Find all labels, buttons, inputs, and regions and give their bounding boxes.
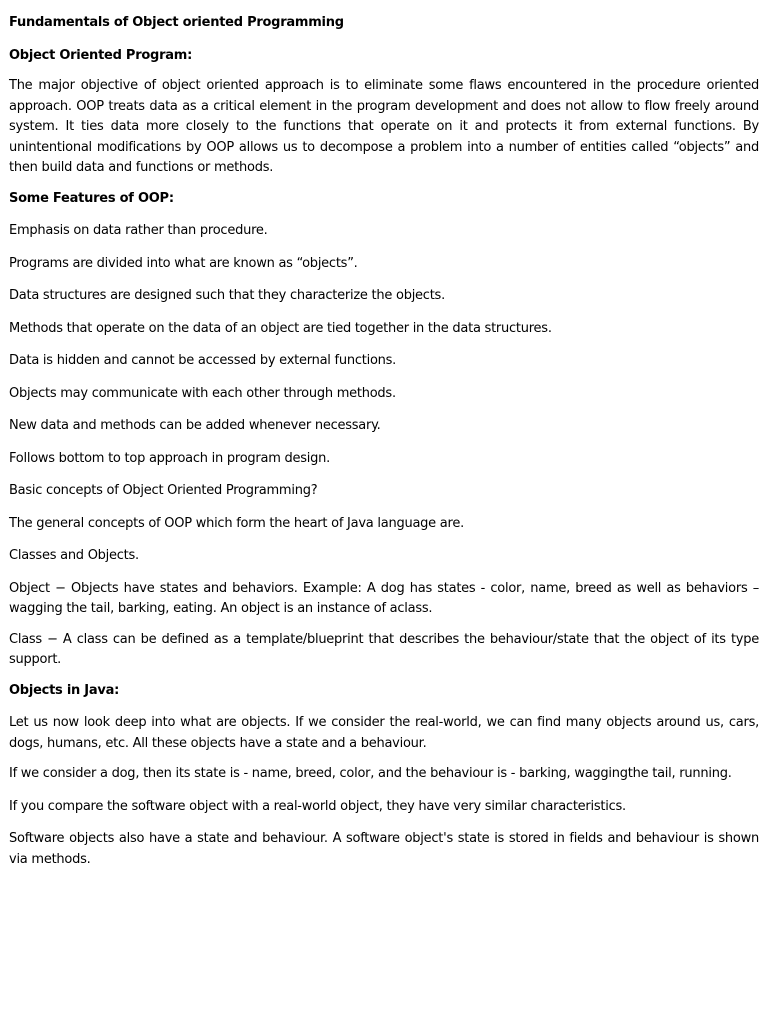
general-concepts-text: The general concepts of OOP which form the heart of Java language are. — [9, 515, 464, 531]
objects-in-java-paragraph-1: Let us now look deep into what are objects. If we consider the real-world, we can find many objects around us, cars, dogs, humans, etc. All these objects have a state and a behaviour. — [9, 715, 759, 751]
feature-item: Data structures are designed such that they characterize the objects. — [9, 288, 445, 303]
feature-item: Follows bottom to top approach in program design. — [9, 450, 331, 466]
oop-paragraph: The major objective of object oriented approach is to eliminate some flaws encountered in the procedure oriented approach. OOP treats data as a critical element in the program development and does not allow to flow freely around system. It ties data more closely to the functions that operate on it and protects it from external functions. By unintentional modifications by OOP allows us to decompose a problem into a number of entities called “objects” and then build data and functions or methods. — [9, 78, 759, 175]
feature-item: Emphasis on data rather than procedure. — [9, 223, 268, 238]
document-title: Fundamentals of Object oriented Programming — [9, 15, 344, 30]
feature-item: Programs are divided into what are known as “objects”. — [9, 255, 358, 271]
object-definition: Object − Objects have states and behaviors. Example: A dog has states - color, name, breed as well as behaviors – wagging the tail, barking, eating. An object is an instance of aclass. — [9, 580, 759, 616]
document-page — [9, 13, 759, 880]
objects-in-java-paragraph-3: If you compare the software object with a real-world object, they have very similar characteristics. — [9, 798, 626, 814]
classes-and-objects-text: Classes and Objects. — [9, 548, 139, 563]
feature-item: Data is hidden and cannot be accessed by external functions. — [9, 353, 397, 368]
section-heading-features: Some Features of OOP: — [9, 190, 174, 206]
feature-item: Objects may communicate with each other through methods. — [9, 385, 396, 401]
features-list — [9, 221, 759, 469]
section-heading-oop: Object Oriented Program: — [9, 47, 193, 63]
feature-item: New data and methods can be added whenever necessary. — [9, 418, 381, 433]
section-heading-objects-in-java: Objects in Java: — [9, 682, 120, 698]
objects-in-java-paragraph-4: Software objects also have a state and behaviour. A software object's state is stored in fields and behaviour is shown via methods. — [9, 831, 759, 867]
basic-concepts-question: Basic concepts of Object Oriented Programming? — [9, 483, 318, 498]
feature-item: Methods that operate on the data of an object are tied together in the data structures. — [9, 320, 552, 336]
objects-in-java-paragraph-2: If we consider a dog, then its state is - name, breed, color, and the behaviour is - barking, waggingthe tail, running. — [9, 766, 732, 781]
class-definition: Class − A class can be defined as a template/blueprint that describes the behaviour/state that the object of its type support. — [9, 631, 759, 667]
